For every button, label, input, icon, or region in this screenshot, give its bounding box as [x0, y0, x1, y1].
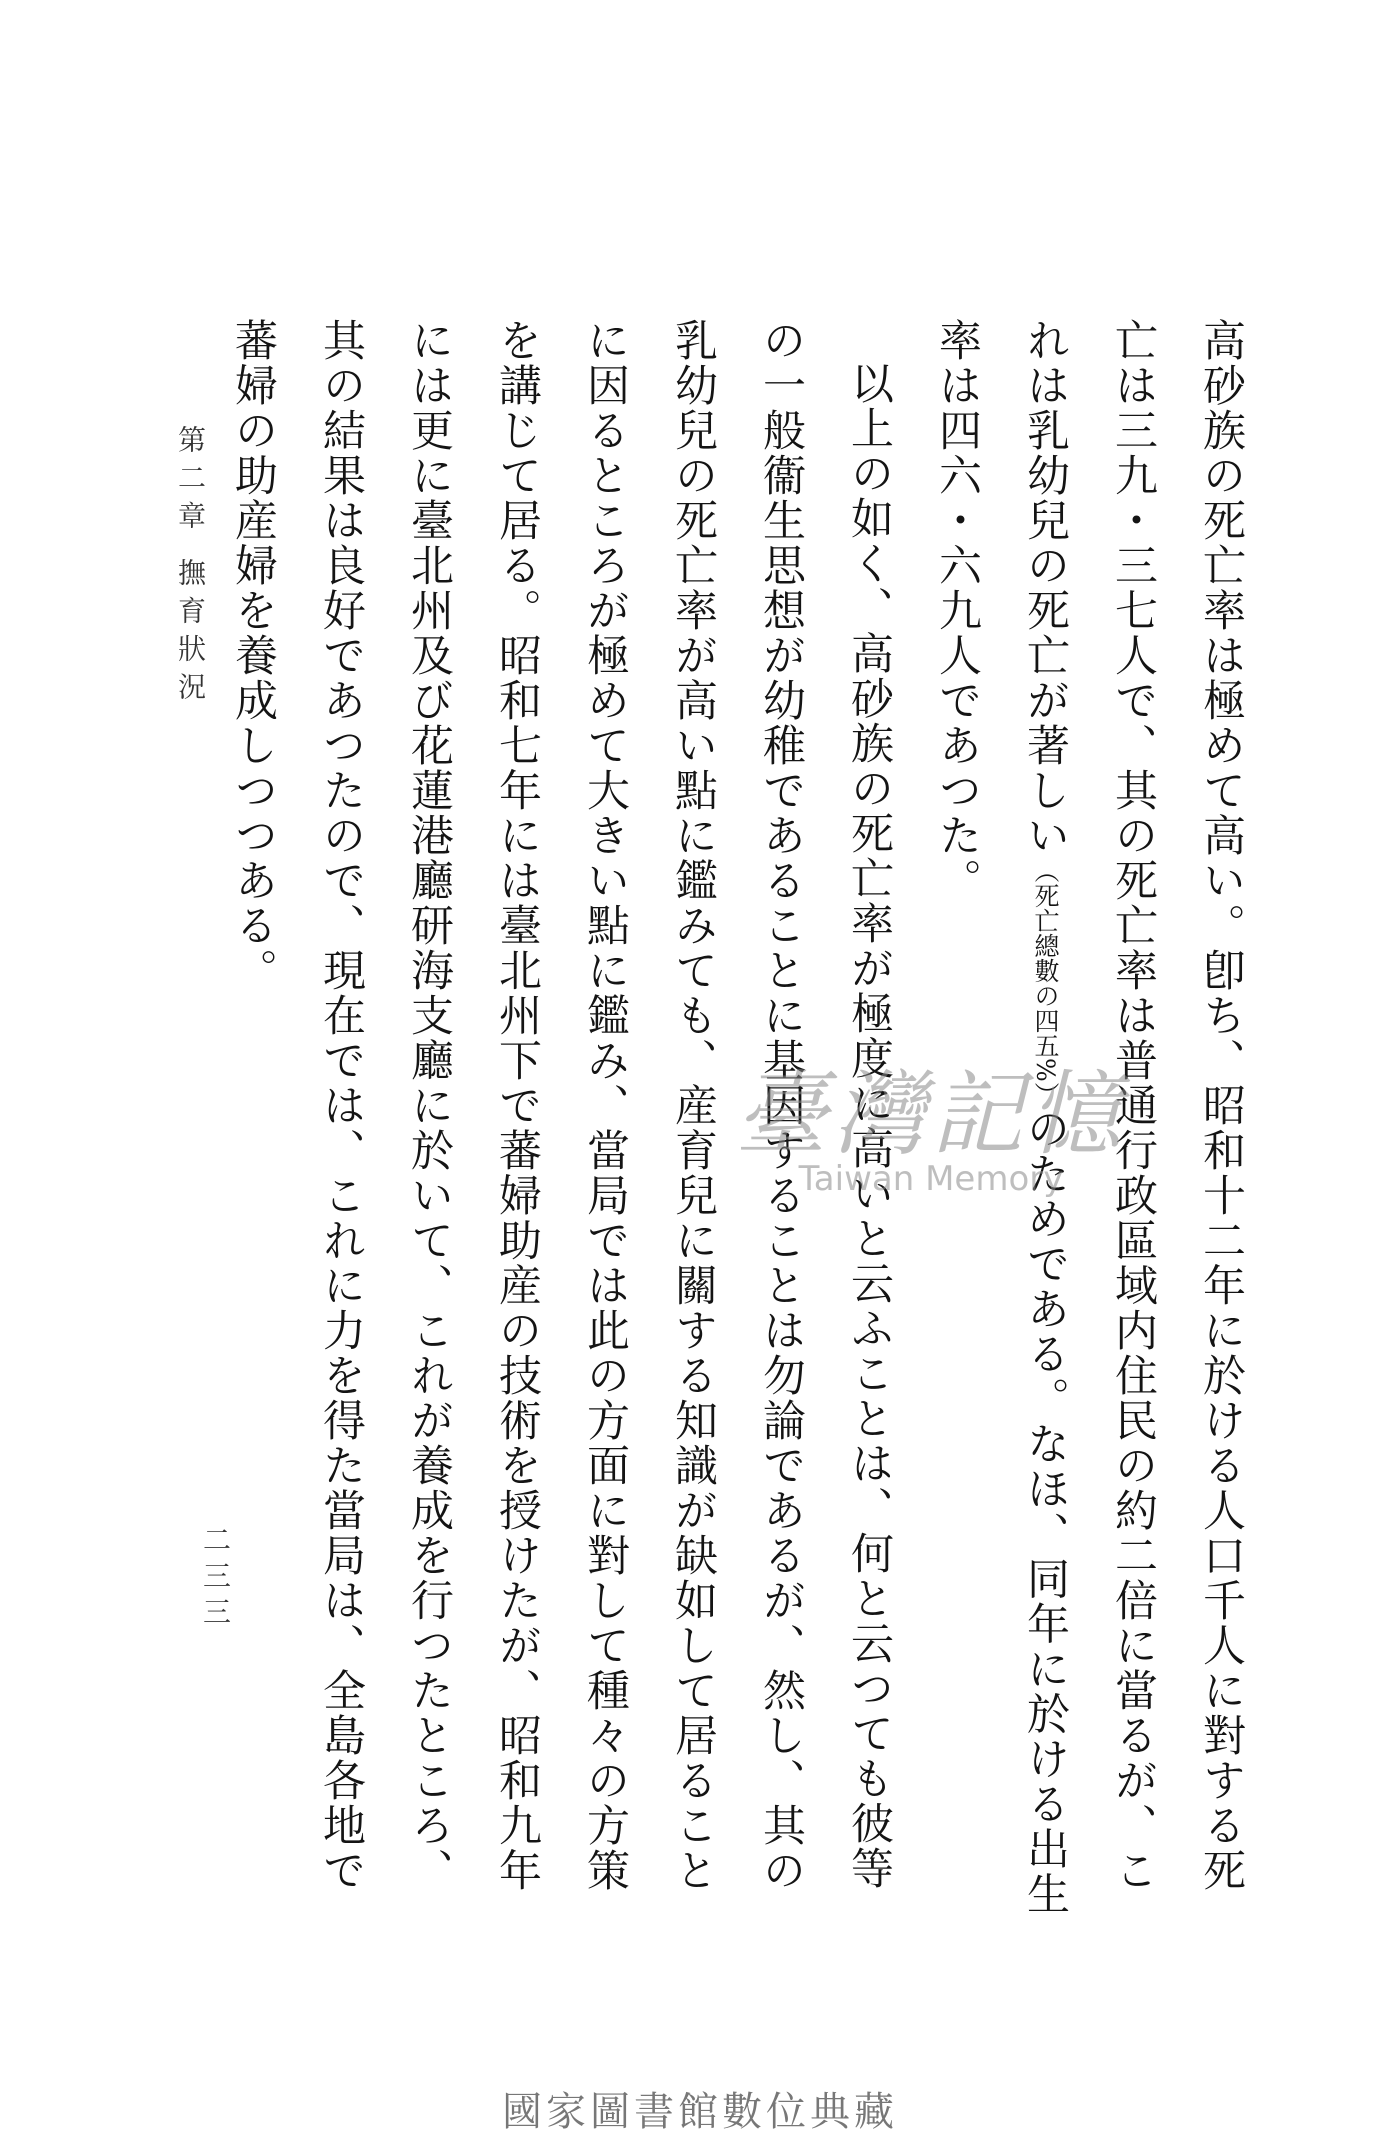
- inline-note: （死亡總數の四五%）: [1031, 858, 1060, 1107]
- body-line: は乳幼兒の死亡が著しい: [1020, 363, 1070, 858]
- body-line: 亡は三九・三七人で、其の死亡率は普通行政區域内住民の約二倍に當るが、これ: [1020, 318, 1158, 1893]
- body-line: のためである。なほ、同年に於ける出生率は四六・六九人であつた。: [932, 318, 1070, 1917]
- body-line: 高砂族の死亡率は極めて高い。卽ち、昭和十二年に於ける人口千人に對する死: [1196, 318, 1246, 1893]
- watermark-subtitle: Taiwan Memory: [798, 1159, 1064, 1199]
- paragraph-1: [913, 318, 1265, 1918]
- footer-credit: 國家圖書館數位典藏: [502, 2089, 898, 2135]
- body-text: [209, 318, 1265, 1918]
- watermark-title: 臺灣記憶: [735, 1061, 1128, 1168]
- page-number: 二三三: [199, 1525, 232, 1633]
- running-header: 第二章 撫育狀況: [174, 425, 207, 710]
- paragraph-2: 以上の如く、高砂族の死亡率が極度に高いと云ふことは、何と云つても彼等の一般衞生思想が幼稚であることに基因することは勿論であるが、然し、其の乳幼兒の死亡率が高い點に鑑みても、産育兒に關する知識が缺如して居ることに因るところが極めて大きい點に鑑み、當局では此の方面に對して種々の方策を講じて居る。昭和七年には臺北州下で蕃婦助産の技術を授けたが、昭和九年には更に臺北州及び花蓮港廳研海支廳に於いて、これが養成を行つたところ、其の結果は良好であつたので、現在では、これに力を得た當局は、全島各地で蕃婦の助産婦を養成しつつある。: [228, 318, 894, 1893]
